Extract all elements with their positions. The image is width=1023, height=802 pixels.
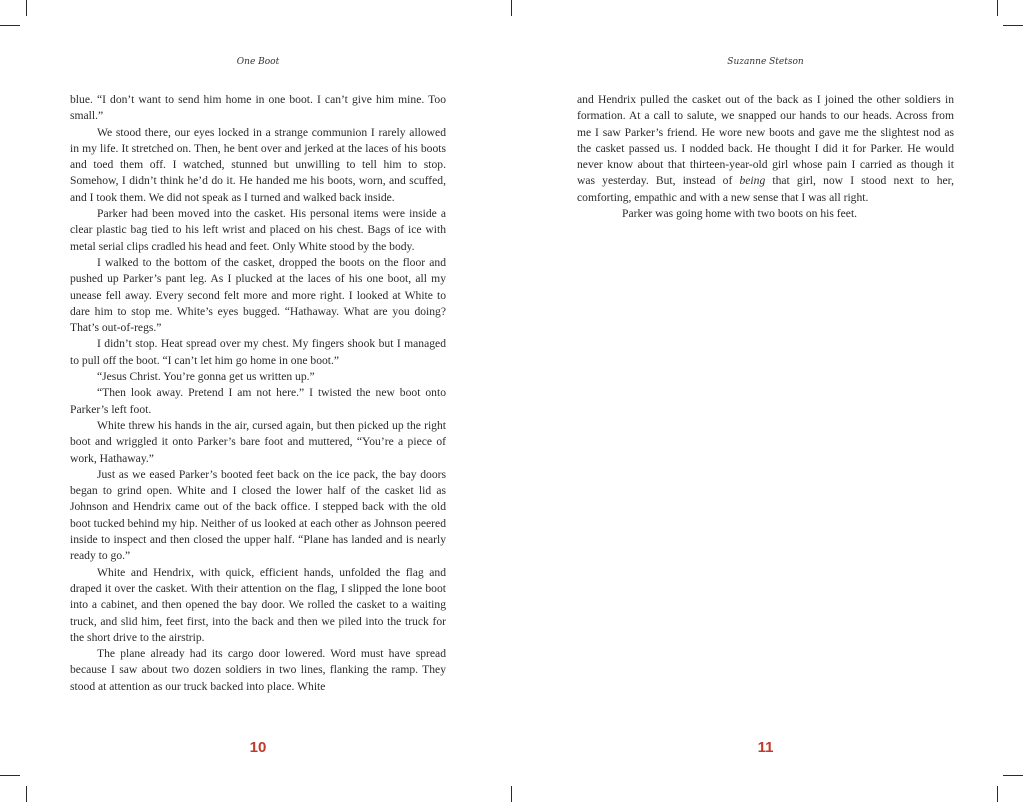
paragraph: Just as we eased Parker’s booted feet back on the ice pack, the bay doors began to grind open. White and I closed the lower half of the casket lid as Johnson and Hendrix came out of the back office. I stepped back with the old boot tucked behind my hip. Neither of us looked at each other as Johnson peered inside to inspect and then closed the upper half. “Plane has landed and is nearly ready to go.” (70, 467, 446, 563)
crop-mark-top-center (511, 0, 512, 16)
paragraph: “Jesus Christ. You’re gonna get us written up.” (97, 370, 315, 384)
emphasis-word: being (739, 174, 766, 188)
paragraph: blue. “I don’t want to send him home in one boot. I can’t give him mine. Too small.” (70, 93, 446, 123)
paragraph: White and Hendrix, with quick, efficient hands, unfolded the flag and draped it over the casket. With their attention on the flag, I slipped the lone boot into a cabinet, and then opened the bay door. We rolled the casket to a waiting truck, and slid him, feet first, into the back and then we piled into the truck for the short drive to the airstrip. (70, 565, 446, 644)
page-number-right: 11 (757, 739, 774, 756)
left-page (70, 0, 446, 802)
paragraph: Parker had been moved into the casket. His personal items were inside a clear plastic bag tied to his left wrist and placed on his chest. Bags of ice with metal serial clips cradled his head and feet. Only White stood by the body. (70, 207, 446, 253)
paragraph-text: and Hendrix pulled the casket out of the back as I joined the other soldiers in formation. At a call to salute, we snapped our hands to our heads. Across from me I saw Parker’s friend. He wore new boots and gave me the slightest nod as the casket passed us. I nodded back. He thought I did it for Parker. He would never know about that thirteen-year-old girl whose pain I carried as though it was yesterday. But, instead of (577, 93, 954, 188)
crop-mark-bottom-right (997, 786, 998, 802)
running-head-book-title: One Boot (236, 57, 280, 67)
page-number-left: 10 (249, 739, 267, 756)
crop-mark-left-top (0, 25, 20, 26)
crop-mark-bottom-left (26, 786, 27, 802)
paragraph: White threw his hands in the air, cursed again, but then picked up the right boot and wriggled it onto Parker’s bare foot and muttered, “You’re a piece of work, Hathaway.” (70, 418, 446, 465)
crop-mark-right-top (1003, 25, 1023, 26)
paragraph: I walked to the bottom of the casket, dropped the boots on the floor and pushed up Parker’s pant leg. As I plucked at the laces of his one boot, all my unease fell away. Every second felt more and more right. I looked at White to dare him to stop me. White’s eyes bugged. “Hathaway. What are you doing? That’s out-of-regs.” (70, 255, 446, 335)
right-page (577, 0, 954, 802)
crop-mark-bottom-center (511, 786, 512, 802)
paragraph: The plane already had its cargo door lowered. Word must have spread because I saw about two dozen soldiers in two lines, flanking the ramp. They stood at attention as our truck backed into place. White (70, 647, 446, 693)
right-page-body (577, 92, 954, 222)
crop-mark-left-bottom (0, 775, 20, 776)
crop-mark-top-left (26, 0, 27, 16)
paragraph: I didn’t stop. Heat spread over my chest. My fingers shook but I managed to pull off the boot. “I can’t let him go home in one boot.” (70, 337, 446, 367)
closing-line: Parker was going home with two boots on his feet. (622, 207, 858, 221)
crop-mark-right-bottom (1003, 775, 1023, 776)
paragraph: We stood there, our eyes locked in a strange communion I rarely allowed in my life. It stretched on. Then, he bent over and jerked at the laces of his boots and toed them off. I watched, stunned but unwilling to tell him to stop. Somehow, I didn’t think he’d do it. He handed me his boots, worn, and scuffed, and I took them. We did not speak as I turned and walked back inside. (70, 125, 446, 204)
left-page-body (70, 92, 446, 695)
paragraph: “Then look away. Pretend I am not here.” I twisted the new boot onto Parker’s left foot. (70, 386, 446, 416)
crop-mark-top-right (997, 0, 998, 16)
running-head-author: Suzanne Stetson (727, 57, 804, 67)
paragraph-text: that girl, now I stood next to her, comforting, empathic and with a new sense that I was all right. (577, 174, 954, 204)
paragraph (577, 92, 954, 206)
